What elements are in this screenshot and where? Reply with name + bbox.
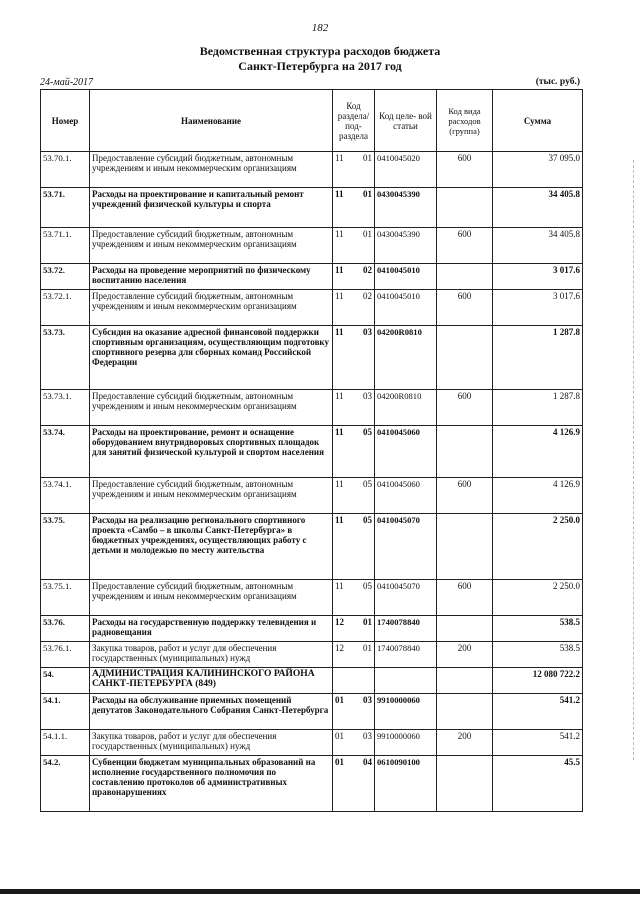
header-name: Наименование	[90, 90, 333, 152]
row-number: 53.72.	[41, 264, 90, 290]
header-sum: Сумма	[493, 90, 583, 152]
row-subsection-code: 01	[357, 188, 375, 228]
row-article-code: 04200R0810	[375, 326, 437, 390]
row-sum: 541.2	[493, 694, 583, 730]
row-article-code: 0410045010	[375, 290, 437, 326]
row-subsection-code: 01	[357, 152, 375, 188]
row-name: Предоставление субсидий бюджетным, автономным учреждениям и иным некоммерческим организациям	[90, 390, 333, 426]
row-section-code: 12	[333, 642, 357, 668]
row-number: 53.74.1.	[41, 478, 90, 514]
scan-edge	[632, 160, 634, 760]
row-expense-type	[437, 668, 493, 694]
table-row	[41, 694, 583, 730]
row-number: 53.71.1.	[41, 228, 90, 264]
row-section-code: 11	[333, 326, 357, 390]
title-line-2: Санкт-Петербурга на 2017 год	[238, 59, 402, 73]
table-row	[41, 326, 583, 390]
row-expense-type: 600	[437, 228, 493, 264]
header-article: Код целе- вой статьи	[375, 90, 437, 152]
row-section-code: 01	[333, 730, 357, 756]
row-name: Субвенции бюджетам муниципальных образований на исполнение государственного полномочия по составлению протоколов об административных правонарушениях	[90, 756, 333, 812]
row-expense-type	[437, 694, 493, 730]
row-article-code: 9910000060	[375, 730, 437, 756]
row-number: 53.76.1.	[41, 642, 90, 668]
row-number: 53.71.	[41, 188, 90, 228]
header-section: Код раздела/ под- раздела	[333, 90, 375, 152]
row-expense-type: 600	[437, 390, 493, 426]
row-number: 53.73.1.	[41, 390, 90, 426]
header-expense-type: Код вида расходов (группа)	[437, 90, 493, 152]
row-number: 54.	[41, 668, 90, 694]
row-section-code: 11	[333, 580, 357, 616]
row-number: 53.72.1.	[41, 290, 90, 326]
page-number: 182	[311, 22, 329, 34]
row-sum: 37 095.0	[493, 152, 583, 188]
table-row	[41, 228, 583, 264]
row-section-code: 11	[333, 152, 357, 188]
table-row	[41, 730, 583, 756]
row-article-code: 9910000060	[375, 694, 437, 730]
row-name: Предоставление субсидий бюджетным, автономным учреждениям и иным некоммерческим организациям	[90, 228, 333, 264]
row-name: Расходы на реализацию регионального спортивного проекта «Самбо – в школы Санкт-Петербурга» в бюджетных учреждениях, осуществляющих работу с детьми и молодежью по месту жительства	[90, 514, 333, 580]
table-row	[41, 580, 583, 616]
scan-bottom-bar	[0, 889, 640, 894]
row-article-code: 0410045060	[375, 426, 437, 478]
row-name: Расходы на проектирование, ремонт и оснащение оборудованием внутридворовых спортивных площадок для занятий физической культурой и спортом населения	[90, 426, 333, 478]
row-name: Закупка товаров, работ и услуг для обеспечения государственных (муниципальных) нужд	[90, 642, 333, 668]
row-name: Закупка товаров, работ и услуг для обеспечения государственных (муниципальных) нужд	[90, 730, 333, 756]
row-number: 53.75.	[41, 514, 90, 580]
row-subsection-code: 05	[357, 514, 375, 580]
table-row	[41, 514, 583, 580]
row-expense-type	[437, 616, 493, 642]
row-expense-type: 600	[437, 478, 493, 514]
row-article-code: 0430045390	[375, 228, 437, 264]
row-name: АДМИНИСТРАЦИЯ КАЛИНИНСКОГО РАЙОНА САНКТ-ПЕТЕРБУРГА (849)	[90, 668, 333, 694]
header-row	[41, 90, 583, 152]
row-article-code: 0410045020	[375, 152, 437, 188]
table-row	[41, 642, 583, 668]
table-row	[41, 756, 583, 812]
row-expense-type	[437, 514, 493, 580]
budget-table	[40, 89, 583, 812]
row-sum: 4 126.9	[493, 426, 583, 478]
row-article-code: 0410045070	[375, 580, 437, 616]
row-number: 54.1.1.	[41, 730, 90, 756]
row-sum: 1 287.8	[493, 326, 583, 390]
row-article-code: 0610090100	[375, 756, 437, 812]
row-article-code	[375, 668, 437, 694]
row-number: 53.74.	[41, 426, 90, 478]
row-article-code: 0410045060	[375, 478, 437, 514]
row-section-code: 11	[333, 426, 357, 478]
row-subsection-code: 03	[357, 730, 375, 756]
document-date: 24-май-2017	[40, 77, 94, 88]
row-expense-type: 600	[437, 290, 493, 326]
row-sum: 1 287.8	[493, 390, 583, 426]
header-num: Номер	[41, 90, 90, 152]
row-sum: 2 250.0	[493, 580, 583, 616]
row-name: Расходы на обслуживание приемных помещений депутатов Законодательного Собрания Санкт-Петербурга	[90, 694, 333, 730]
row-number: 53.73.	[41, 326, 90, 390]
document-title	[0, 44, 640, 74]
table-row	[41, 152, 583, 188]
row-article-code: 0410045070	[375, 514, 437, 580]
row-subsection-code	[357, 668, 375, 694]
row-number: 53.70.1.	[41, 152, 90, 188]
table-row	[41, 188, 583, 228]
row-sum: 34 405.8	[493, 188, 583, 228]
row-number: 53.76.	[41, 616, 90, 642]
row-sum: 541.2	[493, 730, 583, 756]
units-label: (тыс. руб.)	[535, 77, 580, 87]
row-subsection-code: 05	[357, 580, 375, 616]
row-number: 54.2.	[41, 756, 90, 812]
row-subsection-code: 02	[357, 264, 375, 290]
row-sum: 538.5	[493, 642, 583, 668]
table-row	[41, 668, 583, 694]
row-article-code: 0430045390	[375, 188, 437, 228]
row-section-code: 11	[333, 478, 357, 514]
table-row	[41, 426, 583, 478]
row-expense-type	[437, 188, 493, 228]
row-section-code: 11	[333, 514, 357, 580]
row-subsection-code: 03	[357, 694, 375, 730]
row-section-code: 11	[333, 290, 357, 326]
row-expense-type: 200	[437, 730, 493, 756]
row-name: Расходы на проектирование и капитальный ремонт учреждений физической культуры и спорта	[90, 188, 333, 228]
row-sum: 12 080 722.2	[493, 668, 583, 694]
row-expense-type	[437, 426, 493, 478]
row-subsection-code: 05	[357, 426, 375, 478]
table-row	[41, 290, 583, 326]
table-row	[41, 478, 583, 514]
table-row	[41, 390, 583, 426]
row-section-code: 01	[333, 694, 357, 730]
row-expense-type	[437, 264, 493, 290]
row-sum: 45.5	[493, 756, 583, 812]
row-name: Расходы на государственную поддержку телевидения и радиовещания	[90, 616, 333, 642]
row-subsection-code: 01	[357, 642, 375, 668]
row-name: Предоставление субсидий бюджетным, автономным учреждениям и иным некоммерческим организациям	[90, 580, 333, 616]
row-section-code: 11	[333, 264, 357, 290]
row-article-code: 1740078840	[375, 616, 437, 642]
row-subsection-code: 01	[357, 228, 375, 264]
row-sum: 3 017.6	[493, 290, 583, 326]
row-name: Расходы на проведение мероприятий по физическому воспитанию населения	[90, 264, 333, 290]
row-subsection-code: 05	[357, 478, 375, 514]
row-article-code: 1740078840	[375, 642, 437, 668]
row-subsection-code: 03	[357, 390, 375, 426]
row-section-code: 11	[333, 228, 357, 264]
row-number: 53.75.1.	[41, 580, 90, 616]
row-article-code: 0410045010	[375, 264, 437, 290]
row-article-code: 04200R0810	[375, 390, 437, 426]
row-subsection-code: 01	[357, 616, 375, 642]
row-subsection-code: 03	[357, 326, 375, 390]
row-section-code: 12	[333, 616, 357, 642]
row-sum: 2 250.0	[493, 514, 583, 580]
row-section-code: 11	[333, 188, 357, 228]
row-name: Предоставление субсидий бюджетным, автономным учреждениям и иным некоммерческим организациям	[90, 152, 333, 188]
row-expense-type: 600	[437, 152, 493, 188]
row-expense-type: 200	[437, 642, 493, 668]
row-name: Предоставление субсидий бюджетным, автономным учреждениям и иным некоммерческим организациям	[90, 290, 333, 326]
row-subsection-code: 02	[357, 290, 375, 326]
row-sum: 4 126.9	[493, 478, 583, 514]
row-section-code: 01	[333, 756, 357, 812]
row-expense-type: 600	[437, 580, 493, 616]
row-number: 54.1.	[41, 694, 90, 730]
row-sum: 3 017.6	[493, 264, 583, 290]
row-name: Субсидия на оказание адресной финансовой поддержки спортивным организациям, осуществляющим подготовку спортивного резерва для сборных команд Российской Федерации	[90, 326, 333, 390]
table-row	[41, 264, 583, 290]
row-section-code: 11	[333, 390, 357, 426]
row-sum: 538.5	[493, 616, 583, 642]
row-subsection-code: 04	[357, 756, 375, 812]
row-expense-type	[437, 326, 493, 390]
row-sum: 34 405.8	[493, 228, 583, 264]
row-section-code	[333, 668, 357, 694]
table-row	[41, 616, 583, 642]
title-line-1: Ведомственная структура расходов бюджета	[199, 44, 441, 58]
row-expense-type	[437, 756, 493, 812]
row-name: Предоставление субсидий бюджетным, автономным учреждениям и иным некоммерческим организациям	[90, 478, 333, 514]
